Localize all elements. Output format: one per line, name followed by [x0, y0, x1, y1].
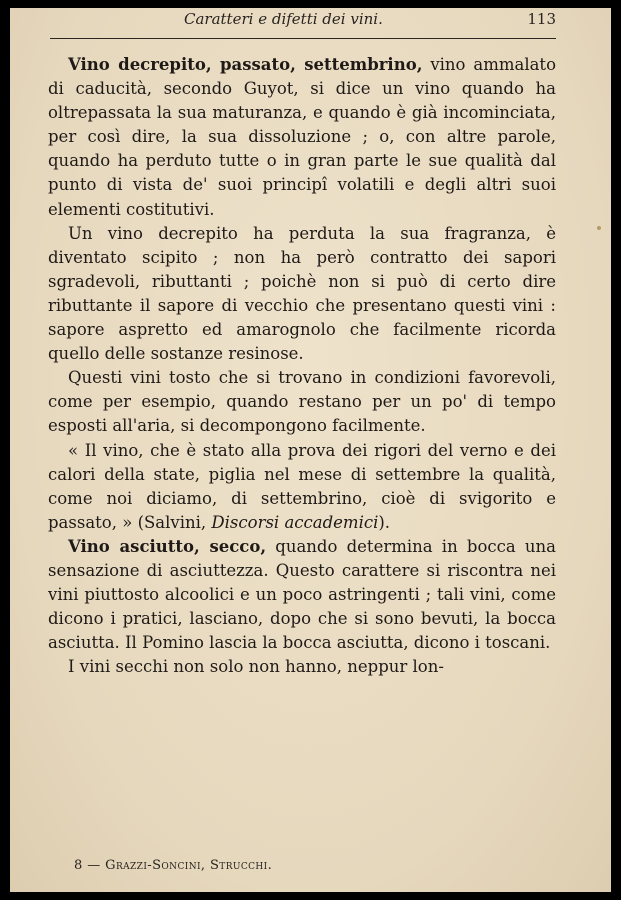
- header-rule: [50, 38, 556, 39]
- signature-line: [74, 858, 272, 873]
- paragraph-vino-decrepito: [48, 53, 556, 222]
- paragraph-text: « Il vino, che è stato alla prova dei rigori del verno e dei calori della state, piglia nel mese di settembre la qualità, come noi diciamo, di settembrino, cioè di svigorito e passato, » (Salvini,: [48, 440, 556, 532]
- signature-dash: —: [87, 858, 101, 873]
- signature-mark: 8: [74, 858, 83, 873]
- running-title: Caratteri e difetti dei vini.: [184, 10, 383, 28]
- term-vino-asciutto: Vino asciutto, secco,: [68, 536, 267, 556]
- paragraph: [48, 655, 556, 679]
- body-text: [48, 53, 556, 679]
- paragraph-vino-asciutto: [48, 535, 556, 655]
- signature-authors: Grazzi-Soncini, Strucchi.: [105, 858, 273, 873]
- paragraph-text: Questi vini tosto che si trovano in condizioni favorevoli, come per esempio, quando restano per un po' di tempo esposti all'aria, si decompongono facilmente.: [48, 368, 556, 436]
- paragraph-text: vino ammalato di caducità, secondo Guyot, si dice un vino quando ha oltrepassata la sua maturanza, e quando è già incominciata, per così dire, la sua dissoluzione ; o, con altre parole, quando ha perduto tutte o in gran parte le sue qualità dal punto di vista de' suoi principî volatili e degli altri suoi elementi costitutivi.: [48, 55, 556, 219]
- page-number: 113: [527, 10, 556, 28]
- term-vino-decrepito: Vino decrepito, passato, settembrino,: [68, 55, 423, 74]
- paragraph-text: Un vino decrepito ha perduta la sua fragranza, è diventato scipito ; non ha però contratto dei sapori sgradevoli, ributtanti ; poichè non si può di certo dire ributtante il sapore di vecchio che presentano questi vini : sapore aspretto ed amarognolo che facilmente ricorda quello delle sostanze resinose.: [48, 223, 556, 364]
- paragraph-text: quando determina in bocca una sensazione di asciuttezza. Questo carattere si riscontra nei vini piuttosto alcoolici e un poco astringenti ; tali vini, come dicono i pratici, lasciano, dopo che si sono bevuti, la bocca asciutta. Il Pomino lascia la bocca asciutta, dicono i toscani.: [48, 536, 556, 653]
- paragraph: [48, 222, 556, 367]
- paper-stain: [597, 226, 601, 230]
- running-head: [50, 10, 556, 32]
- paragraph-quote-salvini: [48, 439, 556, 535]
- book-page: [10, 8, 611, 892]
- paragraph: [48, 366, 556, 438]
- citation-title: Discorsi accademici: [211, 512, 379, 532]
- citation-close: ).: [378, 512, 391, 532]
- paragraph-text: I vini secchi non solo non hanno, neppur lon-: [68, 657, 444, 677]
